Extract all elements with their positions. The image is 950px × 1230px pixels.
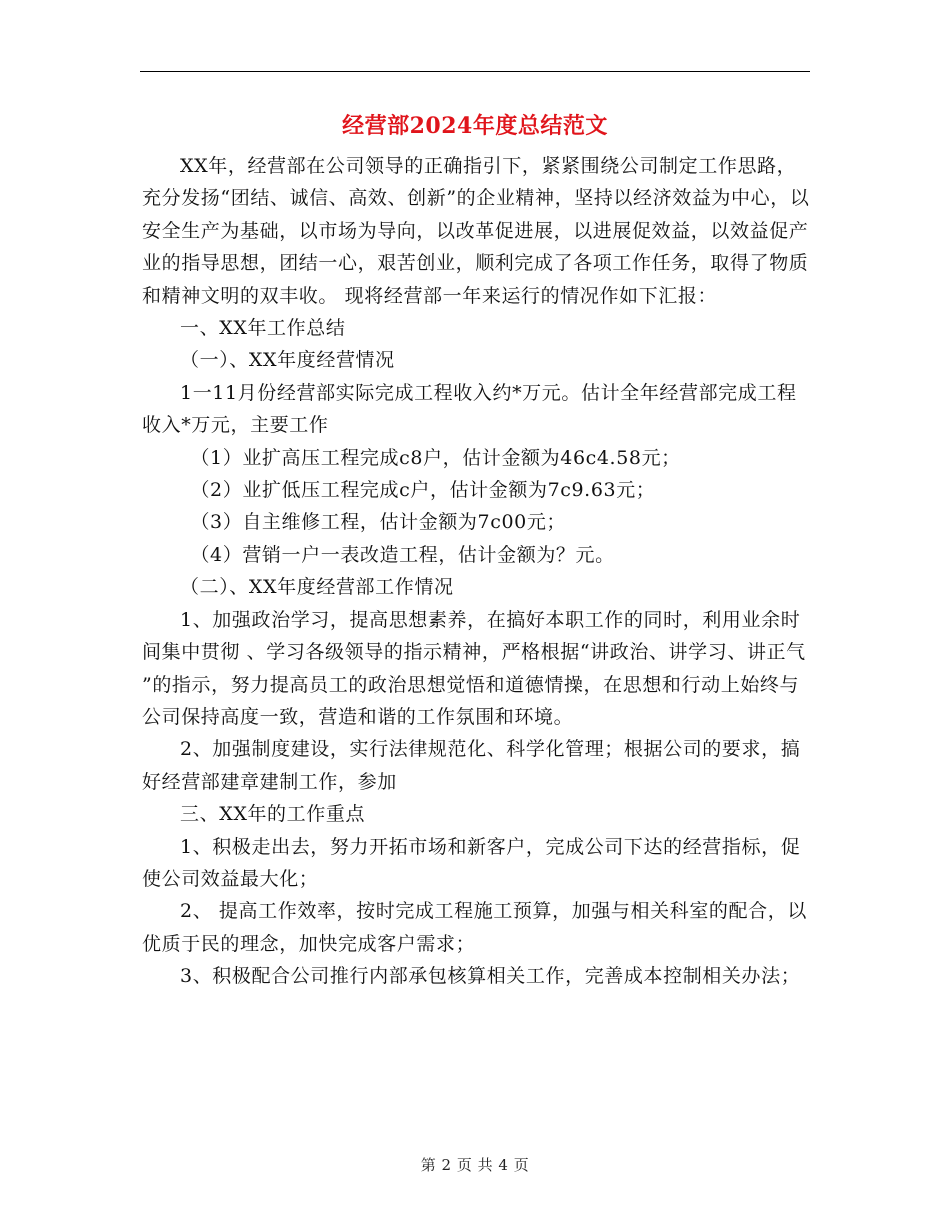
list-item-maintenance: （3）自主维修工程，估计金额为7c00元； <box>190 511 567 534</box>
section-heading-summary: 一、XX年工作总结 <box>180 317 346 340</box>
subsection-heading-business: （一）、XX年度经营情况 <box>180 349 395 372</box>
document-body <box>142 150 812 993</box>
priority-item-cost-control: 3、积极配合公司推行内部承包核算相关工作，完善成本控制相关办法； <box>180 965 801 988</box>
priority-item-efficiency: 2、 提高工作效率，按时完成工程施工预算，加强与相关科室的配合，以优质于民的理念，加快完成客户需求； <box>142 900 807 955</box>
list-item-low-voltage: （2）业扩低压工程完成c户，估计金额为7c9.63元； <box>190 479 656 502</box>
revenue-paragraph: 1一11月份经营部实际完成工程收入约*万元。估计全年经营部完成工程收入*万元，主要工作 <box>142 381 797 437</box>
political-study-paragraph: 1、加强政治学习，提高思想素养，在搞好本职工作的同时，利用业余时间集中贯彻 、学习各级领导的指示精神，严格根据“讲政治、讲学习、讲正气 ”的指示，努力提高员工的政治思想觉悟和道德情操，在思想和行动上始终与公司保持高度一致，营造和谐的工作氛围和环境。 <box>142 608 806 728</box>
list-item-high-voltage: （1）业扩高压工程完成c8户，估计金额为46c4.58元； <box>190 446 681 469</box>
section-heading-priorities: 三、XX年的工作重点 <box>180 803 366 826</box>
intro-paragraph: XX年，经营部在公司领导的正确指引下，紧紧围绕公司制定工作思路，充分发扬“团结、诚信、高效、创新”的企业精神，坚持以经济效益为中心，以安全生产为基础，以市场为导向，以改革促进展，以进展促效益，以效益促产业的指导思想，团结一心，艰苦创业，顺利完成了各项工作任务，取得了物质和精神文明的双丰收。 现将经营部一年来运行的情况作如下汇报： <box>142 155 810 307</box>
document-title: 经营部2024年度总结范文 <box>342 113 608 139</box>
list-item-meter-retrofit: （4）营销一户一表改造工程，估计金额为？元。 <box>190 543 615 566</box>
system-building-paragraph: 2、加强制度建设，实行法律规范化、科学化管理；根据公司的要求，搞好经营部建章建制工作，参加 <box>142 738 801 793</box>
priority-item-market: 1、积极走出去，努力开拓市场和新客户，完成公司下达的经营指标，促使公司效益最大化； <box>142 835 801 890</box>
subsection-heading-work: （二）、XX年度经营部工作情况 <box>180 576 454 599</box>
header-rule <box>140 71 810 72</box>
page-number: 第 2 页 共 4 页 <box>420 1156 530 1174</box>
